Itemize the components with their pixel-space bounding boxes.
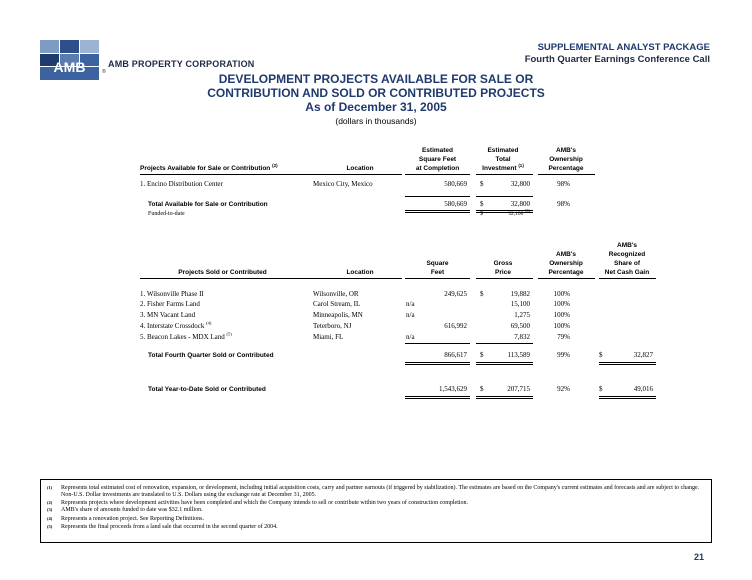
page-title-date: As of December 31, 2005: [305, 100, 447, 114]
footnote-1: (1) Represents total estimated cost of renovation, expansion, or development, including initial acquisition costs, carry and partner earnouts (if triggered by stabilization). The estimates are based on the Company's current estimates and forecasts and are subject to change. Non-U.S. Dollar investments are translated to U.S. Dollars using the exchange rate at December 31, 2005.: [47, 485, 700, 498]
sold-row-name: 4. Interstate Crossdock $^{(4)}$: [140, 320, 212, 330]
sold-row-sqft: n/a: [406, 333, 415, 341]
available-row-investment: 32,800: [510, 180, 530, 188]
ytd-total-gain-dollar: $: [599, 385, 603, 393]
sold-row-dollar: $: [480, 290, 484, 298]
sold-row-sqft: 249,625: [444, 290, 467, 298]
sold-row-ownership: 79%: [557, 333, 570, 341]
footnote-3: (3) AMB's share of amounts funded to date was $32.1 million.: [47, 507, 203, 513]
sold-row-sqft: n/a: [406, 300, 415, 308]
sold-row-price: 1,275: [514, 311, 530, 319]
available-total-ownership: 98%: [557, 200, 570, 208]
registered-mark: ®: [102, 69, 106, 75]
company-name: AMB PROPERTY CORPORATION: [108, 59, 255, 69]
q4-total-price: 113,589: [507, 351, 530, 359]
page-title-line2: CONTRIBUTION AND SOLD OR CONTRIBUTED PROJECTS: [207, 86, 545, 100]
sold-row-ownership: 100%: [553, 311, 570, 319]
sold-row-ownership: 100%: [553, 322, 570, 330]
ytd-total-label: Total Year-to-Date Sold or Contributed: [148, 386, 266, 393]
funded-label: Funded-to-date: [148, 211, 185, 217]
ytd-total-ownership: 92%: [557, 385, 570, 393]
sold-row-name: 3. MN Vacant Land: [140, 311, 196, 319]
header-sold-price: Gross Price: [493, 260, 513, 276]
header-sold-sqft: Square Feet: [426, 260, 449, 276]
sold-row-price: 69,500: [510, 322, 530, 330]
sold-row-sqft: 616,992: [444, 322, 467, 330]
logo-text: AMB: [53, 59, 86, 75]
sold-row-sqft: n/a: [406, 311, 415, 319]
sold-row-name: 5. Beacon Lakes - MDX Land $^{(5)}$: [140, 331, 232, 341]
available-total-investment: 32,800: [510, 200, 530, 208]
q4-total-gain: 32,827: [633, 351, 653, 359]
available-row-name: 1. Encino Distribution Center: [140, 180, 223, 188]
sold-row-location: Carol Stream, IL: [313, 300, 361, 308]
header-sold-location: Location: [346, 269, 374, 276]
ytd-total-gain: 49,016: [633, 385, 653, 393]
available-row-location: Mexico City, Mexico: [313, 180, 373, 188]
funded-value: 32,100 $^{(3)}$: [508, 208, 530, 217]
sold-row-location: Wilsonville, OR: [313, 290, 359, 298]
header-available-investment: Estimated Total Investment $^{(1)}$: [482, 147, 524, 172]
header-sold-ownership: AMB's Ownership Percentage: [548, 251, 584, 276]
header-available-ownership: AMB's Ownership Percentage: [548, 147, 584, 172]
units-note: (dollars in thousands): [335, 116, 417, 126]
sold-row-price: 15,100: [510, 300, 530, 308]
sold-row-ownership: 100%: [553, 300, 570, 308]
available-row-dollar: $: [480, 180, 484, 188]
header-sold-gain: AMB's Recognized Share of Net Cash Gain: [604, 242, 650, 276]
ytd-total-price: 207,715: [507, 385, 530, 393]
header-available-location: Location: [346, 165, 374, 172]
q4-total-sqft: 866,617: [444, 351, 467, 359]
header-available-project: Projects Available for Sale or Contribution $^{(2)}$: [140, 162, 278, 172]
header-available-sqft: Estimated Square Feet at Completion: [415, 147, 460, 172]
available-row-ownership: 98%: [557, 180, 570, 188]
q4-total-ownership: 99%: [557, 351, 570, 359]
footnotes-box: [40, 479, 712, 543]
ytd-total-sqft: 1,543,629: [439, 385, 467, 393]
package-title: SUPPLEMENTAL ANALYST PACKAGE: [537, 42, 710, 53]
available-row-sqft: 580,669: [444, 180, 467, 188]
sold-row-price: 7,832: [514, 333, 530, 341]
available-total-label: Total Available for Sale or Contribution: [148, 201, 268, 208]
q4-total-gain-dollar: $: [599, 351, 603, 359]
funded-dollar: $: [480, 211, 483, 217]
sold-row-location: Teterboro, NJ: [313, 322, 352, 330]
footnote-4: (4) Represents a renovation project. See Reporting Definitions.: [47, 516, 204, 522]
header-sold-project: Projects Sold or Contributed: [178, 269, 267, 276]
ytd-total-dollar: $: [480, 385, 484, 393]
available-total-dollar: $: [480, 200, 484, 208]
sold-row-name: 2. Fisher Farms Land: [140, 300, 200, 308]
q4-total-label: Total Fourth Quarter Sold or Contributed: [148, 352, 274, 359]
q4-total-dollar: $: [480, 351, 484, 359]
page-title-line1: DEVELOPMENT PROJECTS AVAILABLE FOR SALE OR: [218, 72, 534, 86]
page-number: 21: [694, 552, 705, 562]
sold-row-price: 19,882: [510, 290, 530, 298]
conference-call-title: Fourth Quarter Earnings Conference Call: [524, 54, 710, 65]
sold-row-location: Miami, FL: [313, 333, 344, 341]
sold-row-ownership: 100%: [553, 290, 570, 298]
available-total-sqft: 580,669: [444, 200, 467, 208]
footnote-5: (5) Represents the final proceeds from a land sale that occurred in the second quarter of 2004.: [47, 524, 278, 530]
footnote-2: (2) Represents projects where development activities have been completed and which the Company intends to sell or contribute within two years of construction completion.: [47, 500, 469, 506]
sold-row-location: Minneapolis, MN: [313, 311, 363, 319]
sold-row-name: 1. Wilsonville Phase II: [140, 290, 204, 298]
